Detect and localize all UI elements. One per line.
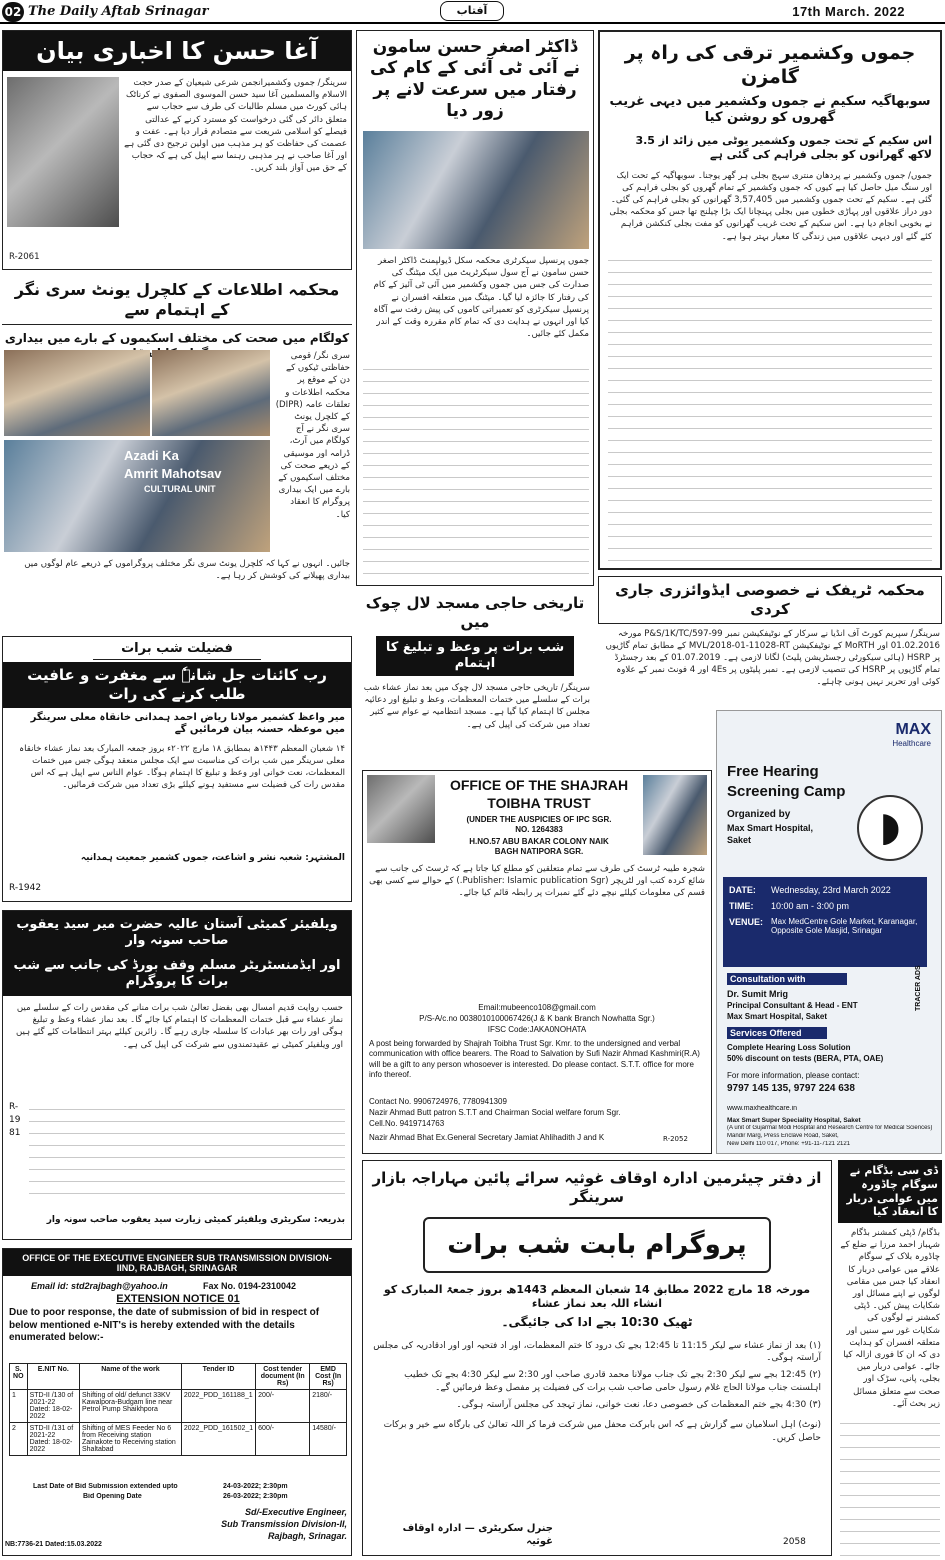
max-time: 10:00 am - 3:00 pm — [771, 901, 850, 911]
max-date: Wednesday, 23rd March 2022 — [771, 885, 891, 895]
haji-body: سرینگر/ تاریخی حاجی مسجد لال چوک میں بعد نماز عشاء شب برات کے سلسلے میں ختمات المعظمات، وعظ و تبلیغ اور دعائیہ مجلس کا اہتمام کیا گیا ہے۔ مسجد انتظامیہ نے عوام سے کثیر تعداد میں شرکت کی اپیل کی ہے۔ — [363, 683, 590, 730]
saubhagya-lead: اس سکیم کے تحت جموں وکشمیر یوٹی میں زائد از 3.5 لاکھ گھرانوں کو بجلی فراہم کی گئی ہے — [635, 134, 932, 161]
welfare-body-continued — [29, 1101, 345, 1205]
exec-engineer-notice — [2, 1248, 352, 1556]
shajrah-account: P/S-A/c.no 0038010100067426(J & K bank Branch Nowhatta Sgr.) — [419, 1014, 655, 1023]
agha-portrait-photo — [7, 77, 119, 227]
max-service-2: 50% discount on tests (BERA, PTA, OAE) — [727, 1054, 884, 1063]
ghausia-item-2: (۲) 12:45 بجے سے لیکر 2:30 بجے تک جناب مولانا محمد قادری صاحب اور 2:30 سے لیکر 4:30 بجے تک خطیب اہلسنت جناب مولانا الحاج غلام رسول حامی صاحب شب برات کی فضیلت پر مفصل وعظ فرمائیں گے۔ — [404, 1370, 821, 1393]
shab-issuer: المشتہر: شعبہ نشر و اشاعت، جموں کشمیر جمعیت ہمدانیہ — [80, 852, 345, 863]
welfare-committee-notice — [2, 910, 352, 1240]
max-addr-1: Max Smart Super Speciality Hospital, Saket — [727, 1117, 861, 1124]
cell-tender: 2022_PDD_161502_1 — [181, 1423, 255, 1456]
max-date-label: DATE: — [729, 885, 756, 895]
agha-ref: R-2061 — [9, 252, 40, 262]
agha-statement-article — [2, 30, 352, 270]
haji-masjid-article — [356, 592, 594, 764]
exec-title-1: OFFICE OF THE EXECUTIVE ENGINEER SUB TRANSMISSION DIVISION- — [3, 1249, 351, 1263]
max-addr-3: Mandir Marg, Press Enclave Road, Saket, — [727, 1133, 839, 1139]
banner-text-3: CULTURAL UNIT — [144, 484, 216, 494]
welfare-headline: ویلفیئر کمیٹی آستان عالیہ حضرت میر سید یعقوب صاحب سونہ وار — [3, 911, 351, 956]
th-sno: S. NO — [10, 1364, 28, 1390]
max-title-1: Free Hearing — [727, 763, 819, 780]
haji-subtitle: شب برات پر وعظ و تبلیغ کا اہتمام — [376, 636, 574, 677]
ghausia-time-line: ٹھیک 10:30 بجے ادا کی جائیگی۔ — [501, 1314, 693, 1329]
ear-icon: ◗ — [857, 795, 923, 861]
max-venue: Max MedCentre Gole Market, Karanagar, Opposite Gole Masjid, Srinagar — [771, 917, 918, 935]
exec-sign-2: Sub Transmission Division-II, — [221, 1519, 347, 1529]
th-emd: EMD Cost (In Rs) — [310, 1364, 347, 1390]
cultural-photo-3 — [4, 440, 270, 552]
max-services-label: Services Offered — [727, 1027, 827, 1039]
dr-headline: ڈاکٹر اصغر حسن سامون نے آئی ٹی آئی کے کام کی رفتار میں سرعت لانے پر زور دیا — [370, 37, 580, 121]
max-doctor-title: Principal Consultant & Head - ENT — [727, 1001, 858, 1010]
max-doctor: Dr. Sumit Mrig — [727, 989, 789, 999]
meeting-photo — [363, 131, 589, 249]
exec-email: Email id: std2rajbagh@yahoo.in — [31, 1281, 168, 1291]
cell-work: Shifting of old/ defunct 33KV Kawalpora-Budgam line near Petrol Pump Shaikhpora — [80, 1390, 182, 1423]
shajrah-sub-2: NO. 1264383 — [515, 825, 563, 834]
max-phones: 9797 145 135, 9797 224 638 — [727, 1083, 855, 1094]
auqaf-ghausia-program — [362, 1160, 832, 1556]
cultural-caption: جائیں۔ انہوں نے کہا کہ کلچرل یونٹ سری نگر مختلف پروگراموں کے ذریعے عام لوگوں میں بیداری پھیلانے کی کوشش کر رہا ہے۔ — [24, 559, 350, 582]
ghausia-headline: از دفتر چیئرمین ادارہ اوقاف غوثیہ سرائے پائین مہاراجہ بازار سرینگر — [372, 1169, 822, 1206]
max-doctor-hosp: Max Smart Hospital, Saket — [727, 1012, 828, 1021]
dc-headline: ڈی سی بڈگام نے سوگام چاڈورہ میں عوامی دربار کا انعقاد کیا — [838, 1160, 942, 1223]
ghausia-date-line: مورخہ 18 مارچ 2022 مطابق 14 شعبان المعظم 1443ھ بروز جمعۃ المبارک کو انشاء اللہ بعد نماز عشاء — [383, 1283, 811, 1310]
shab-ref: R-1942 — [9, 883, 42, 893]
exec-nb: NB:7736-21 Dated:15.03.2022 — [5, 1541, 102, 1548]
exec-notice-title: EXTENSION NOTICE 01 — [116, 1293, 240, 1305]
welfare-subtitle: اور ایڈمنسٹریٹر مسلم وقف بورڈ کی جانب سے شب برات کا پروگرام — [3, 956, 351, 997]
dr-body: جموں پرنسپل سیکرٹری محکمہ سکل ڈیولپمنٹ ڈاکٹر اصغر حسن سامون نے آج سول سیکرٹریٹ میں ایک میٹنگ کی صدارت کی جس میں جموں وکشمیر میں آئی ٹی آئیز کے کام کی رفتار کا جائزہ لیا گیا۔ میٹنگ میں متعلقہ افسران نے پرنسپل سیکرٹری کو تعمیراتی کاموں کی پیش رفت سے آگاہ کیا اور انہوں نے ہدایت دی کہ تمام کام مقررہ وقت کے اندر مکمل کئے جائیں۔ — [373, 256, 589, 340]
max-contact-label: For more information, please contact: — [727, 1071, 860, 1080]
banner-text-1: Azadi Ka — [124, 448, 179, 463]
exec-sign-3: Rajbagh, Srinagar. — [267, 1531, 347, 1541]
cell-enit: STD-II /131 of 2021-22 Dated: 18-02-2022 — [27, 1423, 79, 1456]
paper-name: The Daily Aftab Srinagar — [28, 4, 209, 19]
shab-subtitle: رب کائنات جل شانہٗ سے مغفرت و عافیت طلب کرنے کی رات — [3, 662, 351, 708]
issue-date: 17th March. 2022 — [792, 4, 905, 19]
saubhagya-body-continued — [608, 252, 932, 564]
shab-headline: فضیلت شب برات — [93, 639, 261, 660]
dr-samoon-article — [356, 30, 594, 586]
cultural-headline: محکمہ اطلاعات کے کلچرل یونٹ سری نگر کے اہتمام سے — [2, 276, 352, 325]
cell-emd: 14580/- — [310, 1423, 347, 1456]
exec-fax: Fax No. 0194-2310042 — [203, 1281, 297, 1291]
cell-work: Shifting of MES Feeder No 6 from Receiving station Zainakote to Receiving station Shaltabad — [80, 1423, 182, 1456]
table-header-row — [10, 1364, 347, 1390]
cell-emd: 2180/- — [310, 1390, 347, 1423]
agha-body: سرینگر/ جموں وکشمیرانجمن شرعی شیعیان کے صدر حجت الاسلام والمسلمین آغا سید حسن الموسوی الصفوی نے کرناٹک ہائی کورٹ میں مسلم طالبات کی طرف سے حجاب سے متعلق دائر کی گئی درخواست کو مسترد کرنے کے عدالتی فیصلے کو اسلامی شریعت سے متصادم قرار دیا ہے۔ عفت و عصمت کی حفاظت کو ہر مذہب میں اولین ترجیح دی گئی ہے اور آغا صاحب نے ہر مذہبی رہنما سے اپیل کی ہے کہ حجاب کے حق میں آواز بلند کریں۔ — [124, 78, 347, 174]
saubhagya-body: جموں/ جموں وکشمیر نے پردھان منتری سہج بجلی ہر گھر یوجنا۔ سوبھاگیہ کے تحت ایک اور سنگ میل حاصل کیا ہے کیوں کہ جموں وکشمیر کے تمام گھروں کو بجلی فراہم کی گئی ہے۔ سکیم کے تحت جموں وکشمیر میں 3,57,405 گھرانوں کو بجلی فراہم کی گئی۔ دور دراز علاقوں اور پہاڑی خطوں میں بجلی پہنچانا ایک بڑا چیلنج تھا جس کو محکمہ بجلی نے بخوبی انجام دیا ہے۔ اس سکیم کے تحت غریب گھرانوں کو مفت بجلی کنکشن فراہم کئے گئے اور دیہی علاقوں میں زندگی کا معیار بہتر ہوا ہے۔ — [609, 170, 932, 242]
shajrah-title-2: TOIBHA TRUST — [487, 795, 591, 811]
haji-headline: تاریخی حاجی مسجد لال چوک میں — [365, 594, 585, 631]
max-organized: Organized by — [727, 809, 791, 820]
cultural-subtitle: کولگام میں صحت کی مختلف اسکیموں کے بارے میں بیداری — [4, 331, 350, 345]
cultural-body: سری نگر/ قومی حفاظتی ٹیکوں کے دن کے موقع پر محکمہ اطلاعات و تعلقات عامہ (DIPR) کے کلچرل یونٹ سری نگر نے آج کولگام میں آرٹ، ڈرامہ اور موسیقی کے ذریعے صحت کی مختلف اسکیموں کے بارے میں ایک بیداری پروگرام کا انعقاد کیا۔ — [275, 351, 350, 520]
cell-tender: 2022_PDD_161188_1 — [181, 1390, 255, 1423]
shab-body: ۱۴ شعبان المعظم ۱۴۴۳ھ بمطابق ۱۸ مارچ ۲۰۲۲ء بروز جمعہ المبارک بعد نماز عشاء خانقاہ معلی سرینگر میں شب برات کی مناسبت سے ایک مجلس منعقد ہوگی جس میں ختمات المعظمات، نعت خوانی اور وعظ و تبلیغ کا اہتمام ہوگا۔ عوام الناس سے اپیل ہے کہ اس مقدس رات کی فضیلت سے مستفید ہونے کیلئے بڑی تعداد میں شرکت فرمائیں۔ — [19, 743, 345, 791]
max-venue-label: VENUE: — [729, 917, 764, 927]
shajrah-notice: A post being forwarded by Shajrah Toibha Trust Sgr. Kmr. to the undersigned and verbal communication with office bearers. The Road to Salvation by Sufi Nazir Ahmad Kashmiri(R.A) will be a gift to any person whosoever is interested. Do please contact. S.T.T. office for more info thereof. — [369, 1039, 700, 1080]
shajrah-body: شجرہ طیبہ ٹرسٹ کی طرف سے تمام متعلقین کو مطلع کیا جاتا ہے کہ ٹرسٹ کی جانب سے شائع کردہ کتب اور لٹریچر (Publisher: Islamic publication Sgr.) کے حوالے سے کسی بھی قسم کی معلومات کیلئے نیچے دئے گئے نمبرات پر رابطہ قائم کیا جائے۔ — [369, 864, 705, 899]
exec-notice-body: Due to poor response, the date of submission of bid in respect of below mentioned e-NIT's is hereby extended with the details enumerated below:- — [9, 1307, 320, 1343]
max-brand-sub: Healthcare — [892, 739, 931, 748]
table-row — [10, 1423, 347, 1456]
shab-subtitle2: میر واعظ کشمیر مولانا ریاض احمد ہمدانی خانقاہ معلی سرینگر میں موعظہ حسنہ بیان فرمائیں گے — [30, 711, 345, 736]
traffic-advisory — [598, 576, 942, 704]
th-work: Name of the work — [80, 1364, 182, 1390]
masthead-logo: آفتاب — [440, 1, 504, 21]
shajrah-email: Email:mubeenco108@gmail.com — [478, 1003, 596, 1012]
shajrah-ref: R-2052 — [663, 1135, 688, 1143]
ghausia-item-3: (۳) 4:30 بجے ختم المعظمات کی خصوصی دعا، نعت خوانی، نماز تہجد کی مجلس آراستہ ہوگی۔ — [456, 1399, 821, 1410]
cell-sno: 1 — [10, 1390, 28, 1423]
cell-cost: 600/- — [256, 1423, 310, 1456]
welfare-ref: R-1981 — [9, 1102, 21, 1138]
cultural-photo-1 — [4, 350, 150, 436]
table-row — [10, 1390, 347, 1423]
max-addr-2: (A unit of Gujarmal Modi Hospital and Research Centre for Medical Sciences) — [727, 1125, 933, 1131]
shab-barat-notice — [2, 636, 352, 902]
th-enit: E.NIT No. — [27, 1364, 79, 1390]
shajrah-title-1: OFFICE OF THE SHAJRAH — [449, 777, 629, 793]
max-web: www.maxhealthcare.in — [727, 1105, 798, 1112]
max-title-2: Screening Camp — [727, 783, 846, 800]
shajrah-toibha-trust-ad — [362, 770, 712, 1154]
shajrah-sub-4: BAGH NATIPORA SGR. — [494, 847, 584, 856]
sufi-portrait-photo — [367, 775, 435, 843]
max-time-label: TIME: — [729, 901, 754, 911]
traffic-headline: محکمہ ٹریفک نے خصوصی ایڈوائزری جاری کردی — [598, 576, 942, 624]
max-hospital: Max Smart Hospital, — [727, 823, 814, 833]
exec-title-2: IIND, RAJBAGH, SRINAGAR — [3, 1263, 351, 1276]
max-hospital2: Saket — [727, 835, 752, 845]
ghausia-program-title: پروگرام بابت شب برات — [423, 1217, 771, 1274]
welfare-signoff: بذریعہ: سکریٹری ویلفیئر کمیٹی زیارت سید یعقوب صاحب سونہ وار — [46, 1215, 345, 1225]
dr-body-continued — [363, 361, 589, 581]
banner-text-2: Amrit Mahotsav — [124, 466, 222, 481]
max-brand: MAX — [895, 721, 931, 738]
ghausia-note: (نوٹ) اہل اسلامیان سے گزارش ہے کہ اس بابرکت محفل میں شرکت فرما کر اللہ تعالیٰ کی بارگاہ سے خیر و برکات حاصل کریں۔ — [383, 1420, 821, 1444]
shajrah-cell: Cell.No. 9419714763 — [369, 1119, 445, 1128]
dc-body-continued — [840, 1415, 940, 1556]
shajrah-ifsc: IFSC Code:JAKA0NOHATA — [487, 1025, 587, 1034]
dc-body: بڈگام/ ڈپٹی کمشنر بڈگام شہباز احمد مرزا نے ضلع کے چاڈورہ بلاک کے سوگام علاقے میں عوامی دربار کا انعقاد کیا جس میں مقامی لوگوں نے اپنے مسائل اور شکایات پیش کیں۔ ڈپٹی کمشنر نے لوگوں کی شکایات غور سے سنیں اور متعلقہ افسران کو ہدایت دی کہ ان کا فوری ازالہ کیا جائے۔ عوامی دربار میں بجلی، پانی، سڑک اور صحت سے متعلق مسائل زیر بحث آئے۔ — [840, 1228, 940, 1409]
shajrah-bhat: Nazir Ahmad Bhat Ex.General Secretary Jamiat Ahlihadith J and K — [369, 1133, 605, 1142]
cell-enit: STD-II /130 of 2021-22 Dated: 18-02-2022 — [27, 1390, 79, 1423]
max-consult-label: Consultation with — [727, 973, 847, 985]
traffic-body: سرینگر/ سپریم کورٹ آف انڈیا نے سرکار کے نوٹیفکیشن نمبر 99-597/P&S/1K/TC مورخہ 01.02.2016 اور MoRTH کے نوٹیفکیشن MVL/2018-01-11028-RT کے مطابق تمام گاڑیوں پر HSRP (ہائی سیکورٹی رجسٹریشن پلیٹ) لگانا لازمی ہے۔ 01.07.2019 کے بعد رجسٹرڈ تمام گاڑیوں پر HSRP کی تنصیب لازمی ہے۔ نمبر پلیٹوں پر 4Es اور 4 فونٹ نمبر کے علاوہ کوئی اور تحریر نہیں ہونی چاہئے۔ — [605, 628, 940, 688]
cell-sno: 2 — [10, 1423, 28, 1456]
exec-table — [9, 1363, 347, 1481]
ghausia-item-1: (۱) بعد از نماز عشاء سے لیکر 11:15 تا 12:45 بجے تک درود کا ختم المعظمات، اور اد فتحیہ اور اور ادقادریہ کی مجلس آراستہ ہوگی۔ — [373, 1340, 821, 1364]
exec-last-date: 24-03-2022; 2:30pm — [223, 1483, 288, 1490]
max-service-1: Complete Hearing Loss Solution — [727, 1043, 851, 1052]
agha-headline: آغا حسن کا اخباری بیان — [3, 31, 351, 71]
saubhagya-article — [598, 30, 942, 570]
saubhagya-subtitle: سوبھاگیہ سکیم نے جموں وکشمیر میں دیہی غریب گھروں کو روشن کیا — [609, 93, 931, 125]
max-addr-4: New Delhi 110 017, Phone: +91-11-7121 2121 — [727, 1141, 851, 1147]
cultural-photo-2 — [152, 350, 270, 436]
cell-cost: 200/- — [256, 1390, 310, 1423]
cultural-unit-article — [2, 276, 352, 606]
exec-tender-table — [9, 1363, 347, 1456]
max-healthcare-ad — [716, 710, 942, 1154]
shajrah-contact: Contact No. 9906724976, 7780941309 — [369, 1097, 507, 1106]
th-cost: Cost tender document (In Rs) — [256, 1364, 310, 1390]
th-tender: Tender ID — [181, 1364, 255, 1390]
ghausia-ref: 2058 — [783, 1537, 806, 1547]
shajrah-sub-1: (UNDER THE AUSPICIES OF IPC SGR. — [466, 815, 612, 824]
welfare-body: حسب روایت قدیم امسال بھی بفضل تعالیٰ شب برات منانے کی مقدس رات کے سلسلے میں نماز عشاء سے قبل ختمات المعظمات کا اہتمام کیا جائے گا۔ بعد نماز عشاء وعظ و تبلیغ ہوگی اور رات بھر عبادات کا سلسلہ جاری رہے گا۔ زائرین کیلئے بہتر انتظامات کئے گئے ہیں اور ویلفیئر کمیٹی نے عقیدتمندوں سے شرکت کی اپیل کی ہے۔ — [15, 1003, 343, 1050]
page-header — [0, 0, 945, 24]
exec-open-date: 26-03-2022; 2:30pm — [223, 1493, 288, 1500]
exec-sign-1: Sd/-Executive Engineer, — [244, 1507, 347, 1517]
exec-last-date-label: Last Date of Bid Submission extended upto — [33, 1483, 178, 1490]
shajrah-nazir: Nazir Ahmad Butt patron S.T.T and Chairman Social welfare forum Sgr. — [369, 1108, 621, 1117]
exec-open-label: Bid Opening Date — [83, 1493, 142, 1500]
ghausia-sign: جنرل سکریٹری — ادارہ اوقاف غوثیہ — [402, 1523, 553, 1547]
dc-budgam-article — [838, 1160, 942, 1556]
mosque-photo — [643, 775, 707, 855]
shajrah-sub-3: H.NO.57 ABU BAKAR COLONY NAIK — [469, 837, 609, 846]
saubhagya-headline: جموں وکشمیر ترقی کی راہ پر گامزن — [624, 42, 916, 88]
tracer-ads-label: TRACER ADS — [915, 965, 922, 1011]
page-number: 02 — [2, 2, 24, 22]
